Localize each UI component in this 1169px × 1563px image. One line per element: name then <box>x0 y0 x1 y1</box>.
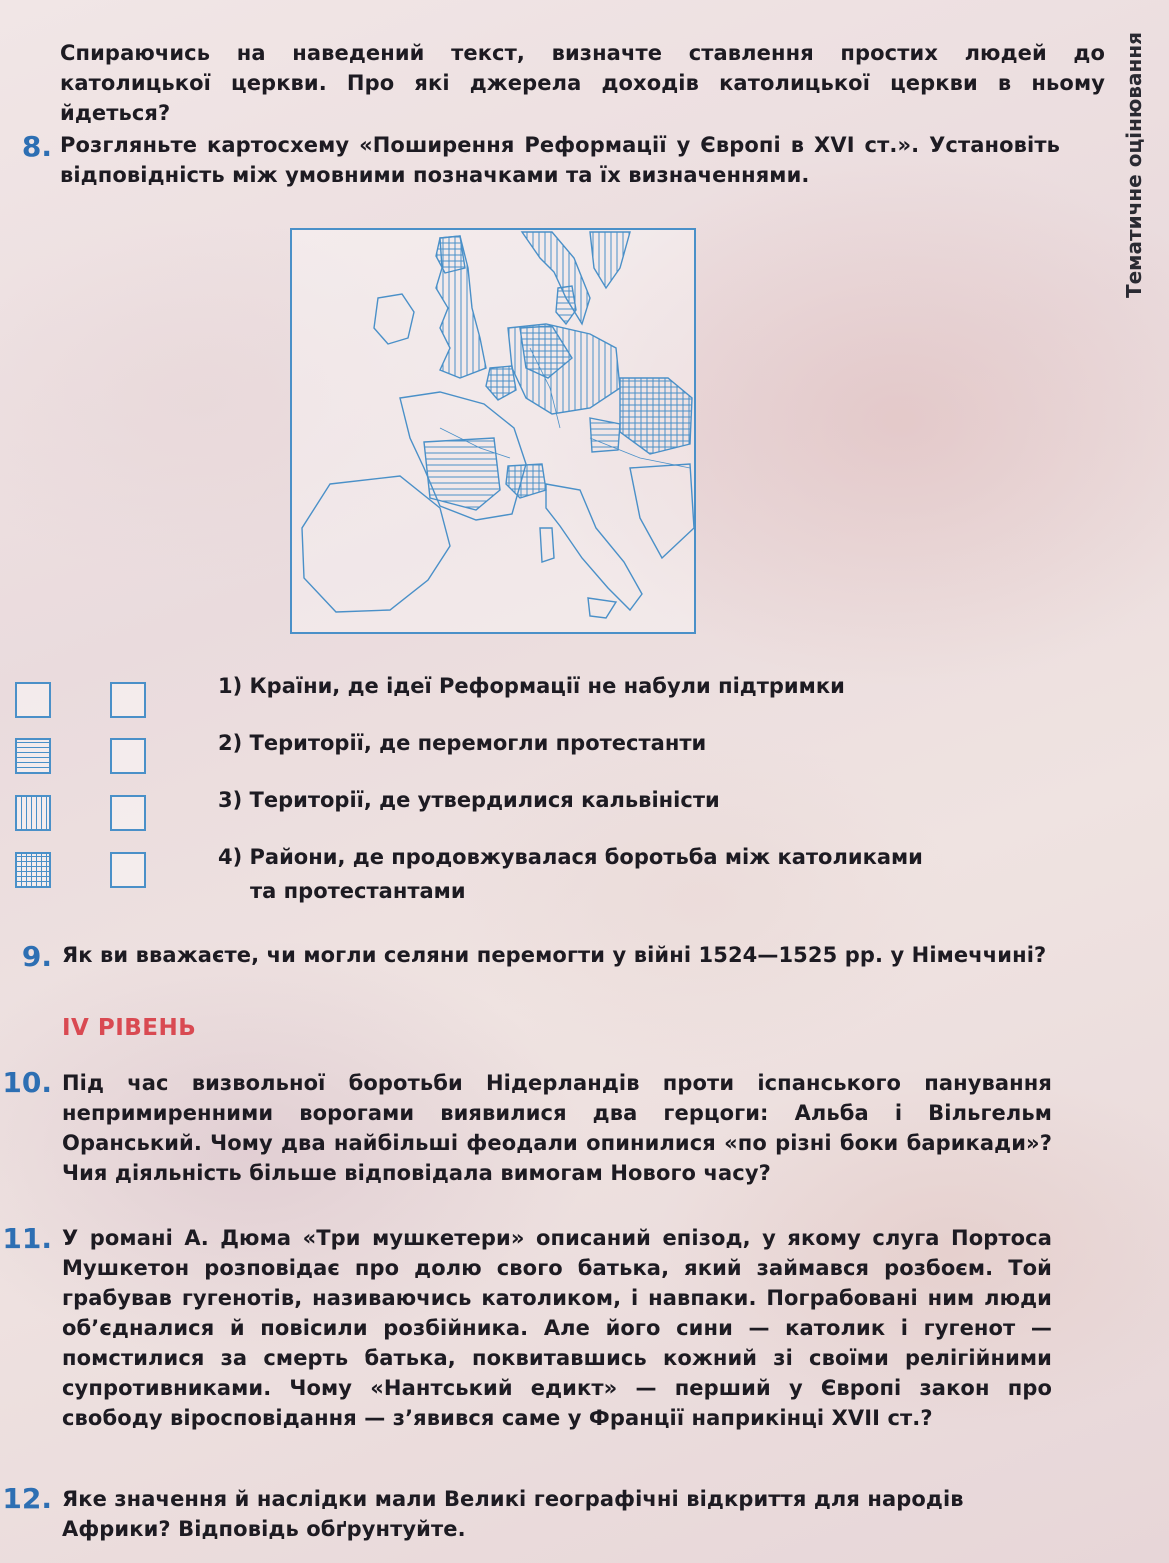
legend-symbol-grid <box>15 852 51 888</box>
question-11-text: У романі А. Дюма «Три мушкетери» описаний епізод, у якому слуга Портоса Мушкетон розповідає про долю свого батька, який займався розбоєм. Той грабував гугенотів, називаючись католиком, і навпаки. Пограбовані ним люди об’єдналися й повісили розбійника. Але його сини — католик і гугенот — помстилися за смерть батька, поквитавшись кожний зі своїми релігійними супротивниками. Чому «Нантський едикт» — перший у Європі закон про свободу віросповідання — з’явився саме у Франції наприкінці XVII ст.? <box>62 1226 1052 1430</box>
legend-label-3: 3) Території, де утвердилися кальвіністи <box>218 788 720 812</box>
legend-label-2: 2) Території, де перемогли протестанти <box>218 731 707 755</box>
question-10-number: 10. <box>2 1066 52 1099</box>
question-12-number: 12. <box>2 1482 52 1515</box>
question-9-text: Як ви вважаєте, чи могли селяни перемогти у війні 1524—1525 рр. у Німеччині? <box>62 943 1047 967</box>
legend-symbol-blank <box>15 682 51 718</box>
side-section-label: Тематичне оцінювання <box>1122 31 1146 299</box>
answer-box-3[interactable] <box>110 795 146 831</box>
legend-label-4-cont: та протестантами <box>250 879 466 903</box>
question-8-number: 8. <box>21 130 52 163</box>
question-8-text: Розгляньте картосхему «Поширення Реформації у Європі в XVI ст.». Установіть відповідність між умовними позначками та їх визначеннями. <box>60 133 1060 187</box>
answer-box-1[interactable] <box>110 682 146 718</box>
legend-label-4: 4) Райони, де продовжувалася боротьба між католиками <box>218 845 923 869</box>
answer-box-4[interactable] <box>110 852 146 888</box>
legend-label-1: 1) Країни, де ідеї Реформації не набули підтримки <box>218 674 845 698</box>
question-12-text: Яке значення й наслідки мали Великі географічні відкриття для народів Африки? Відповідь обґрунтуйте. <box>62 1487 964 1541</box>
intro-paragraph: Спираючись на наведений текст, визначте ставлення простих людей до католицької церкви. Про які джерела доходів католицької церкви в ньому йдеться? <box>60 41 1105 125</box>
reformation-map <box>290 228 696 634</box>
level-heading: IV РІВЕНЬ <box>62 1015 197 1041</box>
question-10-text: Під час визвольної боротьби Нідерландів проти іспанського панування непримиренними ворогами виявилися два герцоги: Альба і Вільгельм Оранський. Чому два найбільші феодали опинилися «по різні боки барикади»? Чия діяльність більше відповідала вимогам Нового часу? <box>62 1071 1052 1185</box>
question-11-number: 11. <box>2 1222 52 1255</box>
legend-symbol-vertical <box>15 795 51 831</box>
legend-symbol-horizontal <box>15 738 51 774</box>
question-9-number: 9. <box>21 940 52 973</box>
answer-box-2[interactable] <box>110 738 146 774</box>
